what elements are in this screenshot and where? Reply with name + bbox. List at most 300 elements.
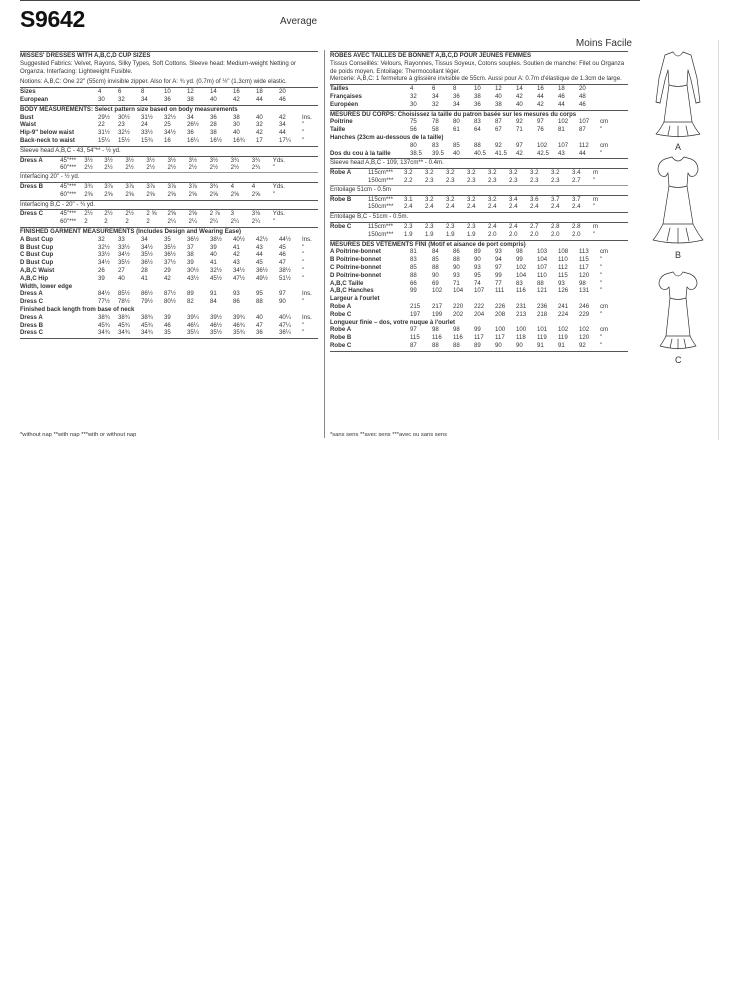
fr-robe-a-table [330, 169, 628, 185]
table-cell: 39 [98, 274, 105, 282]
table-cell: 120 [579, 334, 590, 342]
table-cell: 99 [516, 256, 523, 264]
table-cell: 2½ [84, 164, 93, 172]
table-cell: 108 [558, 248, 569, 256]
table-cell: 116 [432, 334, 442, 342]
table-cell: 2.4 [509, 222, 518, 230]
en-dress-a-table [20, 157, 318, 173]
table-cell: 2 [125, 218, 129, 226]
table-cell: 98 [516, 248, 523, 256]
table-cell: 35 [164, 329, 171, 337]
table-cell: 218 [537, 310, 548, 318]
table-cell: 24 [141, 121, 148, 129]
table-row [20, 157, 318, 165]
table-cell: 3.6 [530, 195, 539, 203]
table-cell: 45¾ [98, 321, 110, 329]
table-cell: " [600, 271, 603, 279]
table-cell: 83 [410, 256, 417, 264]
table-cell: 26½ [187, 121, 199, 129]
table-cell: 36 [256, 329, 263, 337]
table-cell: 30½ [187, 266, 199, 274]
table-cell: 3.2 [467, 195, 476, 203]
fr-footnote: *sans sens **avec sens ***avec ou sans sens [330, 432, 447, 438]
table-cell: 30½ [118, 113, 130, 121]
table-cell: 3½ [125, 156, 134, 164]
table-cell: 95 [474, 271, 481, 279]
view-b-label: B [675, 250, 682, 260]
table-cell: 32½ [164, 113, 176, 121]
table-cell: 38.5 [410, 149, 422, 157]
table-cell: 2½ [104, 210, 113, 218]
table-cell: 4 [410, 85, 414, 93]
table-cell: 46 [579, 100, 586, 108]
table-cell: 37 [187, 243, 194, 251]
table-cell: 60"*** [60, 190, 77, 198]
table-cell: 2.8 [551, 222, 560, 230]
table-cell: 34 [432, 92, 439, 100]
table-cell: 2⅝ [188, 190, 197, 198]
table-cell: 115 [410, 334, 420, 342]
table-cell: 33 [118, 235, 125, 243]
table-cell: 92 [495, 141, 502, 149]
table-cell: 3⅞ [146, 182, 155, 190]
table-cell: 93 [474, 263, 481, 271]
table-cell: 46¾ [233, 321, 245, 329]
fr-robe-c-table [330, 223, 628, 239]
table-cell: 36¼ [279, 329, 291, 337]
table-row [20, 210, 318, 218]
table-cell: 71 [516, 126, 523, 134]
table-cell: 3⅞ [167, 182, 176, 190]
table-cell: 43 [256, 243, 263, 251]
table-cell: 60"*** [60, 164, 77, 172]
table-cell: 34¾ [141, 329, 153, 337]
table-cell: 38 [187, 95, 194, 103]
table-cell: Ins. [302, 313, 312, 321]
table-cell: 39½ [210, 313, 222, 321]
table-cell: 226 [495, 302, 506, 310]
table-cell: 48 [579, 92, 586, 100]
row-label [330, 177, 368, 185]
table-cell: " [600, 310, 603, 318]
table-cell: 39.5 [432, 149, 444, 157]
table-cell: 99 [410, 287, 417, 295]
table-row [330, 311, 628, 319]
table-cell: 2½ [209, 164, 219, 172]
table-cell: 3½ [167, 156, 176, 164]
en-sizes-table [20, 88, 318, 104]
table-cell: 115 [558, 271, 568, 279]
table-cell: 3.2 [467, 169, 476, 177]
table-cell: m [593, 195, 599, 203]
table-cell: 213 [516, 310, 527, 318]
table-row [20, 329, 318, 337]
table-cell: " [302, 129, 305, 137]
table-row [330, 169, 628, 177]
table-cell: 2¾ [251, 164, 261, 172]
table-cell: 3.2 [425, 169, 434, 177]
table-cell: 2.3 [488, 176, 497, 184]
table-cell: 44 [579, 149, 586, 157]
table-cell: 104 [537, 256, 548, 264]
view-c-label: C [675, 355, 682, 365]
table-cell: " [600, 126, 603, 134]
en-dress-c-table [20, 210, 318, 226]
table-cell: " [600, 279, 603, 287]
row-label [20, 191, 60, 199]
table-cell: 3 [230, 210, 235, 218]
table-cell: 131 [579, 287, 590, 295]
table-cell: 34¾ [118, 329, 130, 337]
table-cell: 2 [104, 218, 108, 226]
row-label: A Bust Cup [20, 235, 53, 243]
table-cell: 2½ [104, 164, 113, 172]
fr-finished-table [330, 248, 628, 295]
table-cell: 88 [432, 263, 439, 271]
table-cell: 34½ [141, 243, 153, 251]
table-cell: 113 [579, 248, 589, 256]
table-cell: cm [600, 248, 609, 256]
table-cell: 32½ [210, 266, 222, 274]
table-cell: 107 [474, 287, 485, 295]
table-cell: 39¾ [233, 313, 245, 321]
table-cell: 43 [558, 149, 565, 157]
en-body-title: BODY MEASUREMENTS: Select pattern size based on body measurements [20, 105, 238, 113]
row-label [330, 142, 410, 150]
table-cell: 38¾ [141, 313, 153, 321]
table-cell: 40 [233, 129, 240, 137]
table-cell: 93 [495, 248, 502, 256]
table-cell: " [302, 243, 305, 251]
table-cell: 45½ [210, 274, 222, 282]
table-cell: 45¾ [141, 321, 153, 329]
table-row [330, 93, 628, 101]
fr-entoilage-bc: Entoilage B,C - 51cm - 0.5m. [330, 213, 409, 221]
table-cell: 41 [210, 259, 217, 267]
table-row [20, 137, 318, 145]
table-cell: 84½ [98, 290, 110, 298]
table-cell: 33½ [141, 129, 153, 137]
table-cell: 47¼ [279, 321, 291, 329]
table-cell: 97 [410, 326, 417, 334]
table-row [20, 244, 318, 252]
table-cell: 39 [187, 259, 194, 267]
table-cell: 2½ [146, 164, 155, 172]
table-cell: 32 [410, 92, 417, 100]
table-row [330, 272, 628, 280]
table-cell: 46 [279, 95, 286, 103]
table-cell: 3½ [84, 156, 93, 164]
table-cell: 97 [516, 141, 523, 149]
table-cell: 30 [410, 100, 417, 108]
table-row [20, 183, 318, 191]
row-label: European [20, 95, 49, 103]
row-label: Robe A [330, 169, 352, 177]
table-cell: 45"*** [60, 182, 77, 190]
row-label: A,B,C Hip [20, 274, 49, 282]
table-cell: 103 [537, 248, 548, 256]
table-cell: 34 [141, 235, 148, 243]
table-cell: 3¾ [209, 182, 219, 190]
table-cell: 2⅝ [125, 190, 134, 198]
table-cell: 102 [432, 287, 443, 295]
table-row [330, 256, 628, 264]
table-cell: 87 [410, 341, 417, 349]
table-cell: 34 [453, 100, 460, 108]
table-row [20, 259, 318, 267]
table-cell: 86 [453, 248, 460, 256]
table-cell: 2½ [230, 164, 240, 172]
table-cell: " [600, 334, 603, 342]
table-cell: 44 [256, 251, 263, 259]
table-cell: 6 [432, 85, 436, 93]
en-footnote: *without nap **with nap ***with or without nap [20, 432, 137, 438]
table-cell: 58 [432, 126, 439, 134]
table-cell: 16 [233, 88, 240, 96]
table-cell: 2.2 [404, 176, 413, 184]
table-cell: 120 [579, 271, 590, 279]
table-cell: 2⅝ [167, 210, 176, 218]
table-cell: 46 [558, 92, 565, 100]
table-cell: " [593, 230, 596, 238]
table-cell: 2.3 [467, 176, 476, 184]
table-cell: 49½ [256, 274, 268, 282]
table-cell: 46¼ [187, 321, 199, 329]
row-label: Hip-9" below waist [20, 129, 75, 137]
table-cell: 117 [579, 263, 589, 271]
table-cell [600, 101, 628, 109]
en-dress-b-table [20, 183, 318, 199]
table-row [330, 142, 628, 150]
table-cell: 36 [187, 129, 194, 137]
row-label: Waist [20, 121, 37, 129]
table-cell: 80½ [164, 298, 176, 306]
row-label: B Bust Cup [20, 243, 54, 251]
table-cell: 16¼ [187, 136, 199, 144]
table-cell: 101 [537, 326, 548, 334]
table-cell: 2¼ [209, 218, 219, 226]
table-cell: 87½ [164, 290, 176, 298]
english-column [20, 50, 318, 440]
table-row [330, 101, 628, 109]
table-cell: cm [600, 141, 609, 149]
table-row [20, 322, 318, 330]
table-cell: 42 [164, 274, 171, 282]
table-cell: 16 [164, 136, 171, 144]
table-cell: 93 [233, 290, 240, 298]
table-cell: 27 [118, 266, 125, 274]
table-cell: 2.3 [425, 222, 434, 230]
en-back-title: Finished back length from base of neck [20, 305, 135, 313]
row-label: Dress C [20, 298, 44, 306]
table-cell: 88 [453, 341, 460, 349]
table-cell: 42 [516, 149, 523, 157]
table-cell: 3.2 [488, 169, 497, 177]
table-cell: 36 [474, 100, 481, 108]
row-label: Dos du cou à la taille [330, 149, 391, 157]
table-cell: 36 [210, 113, 217, 121]
table-cell: 38½ [210, 235, 222, 243]
table-cell: 2¼ [230, 218, 240, 226]
fr-fabrics: Tissus Conseillés: Velours, Rayonnes, Tissus Soyeux, Cotons souples. Soutien de manche: Filet ou Organza de poids moyen. Entoilage: Thermocollant léger. [330, 59, 625, 75]
table-cell: 111 [495, 287, 505, 295]
table-cell: 2.7 [572, 176, 581, 184]
table-cell: 2⅝ [84, 190, 93, 198]
table-cell: 86½ [141, 290, 153, 298]
table-cell: 41.5 [495, 149, 507, 157]
table-cell: 116 [453, 334, 463, 342]
table-cell: 112 [558, 263, 568, 271]
table-row [20, 164, 318, 172]
table-cell: 217 [432, 302, 443, 310]
table-cell: 208 [495, 310, 506, 318]
table-row [330, 126, 628, 134]
table-row [330, 150, 628, 158]
table-cell: 35¼ [187, 329, 199, 337]
table-row [20, 218, 318, 226]
table-cell: 117 [474, 334, 484, 342]
table-cell: 90 [474, 256, 481, 264]
table-cell: 83 [516, 279, 523, 287]
table-cell: 42 [233, 95, 240, 103]
en-width-table [20, 290, 318, 306]
en-fabrics: Suggested Fabrics: Velvet, Rayons, Silky Types, Soft Cottons. Sleeve head: Medium-weight Netting or Organza. Interfacing: Lightweight Fusible. [20, 59, 296, 75]
table-cell: 2⅝ [230, 190, 240, 198]
fr-entoilage-a: Entoilage 51cm - 0.5m [330, 185, 391, 193]
table-row [20, 298, 318, 306]
table-cell: cm [600, 326, 609, 334]
table-cell: 119 [537, 334, 547, 342]
table-cell: 22 [98, 121, 105, 129]
table-cell: 12 [187, 88, 194, 96]
table-cell: 29 [164, 266, 171, 274]
table-cell: 64 [474, 126, 481, 134]
table-cell: 150cm*** [368, 203, 394, 211]
table-cell: 86 [233, 298, 240, 306]
row-label: A,B,C Hanches [330, 287, 374, 295]
table-cell: 102 [537, 141, 548, 149]
en-finished-title: FINISHED GARMENT MEASUREMENTS (Includes Design and Wearing Ease) [20, 227, 241, 235]
table-cell: 16¾ [233, 136, 245, 144]
table-cell: " [600, 149, 603, 157]
row-label: Dress C [20, 329, 44, 337]
row-label: A Poitrine-bonnet [330, 248, 381, 256]
table-cell: 20 [279, 88, 286, 96]
table-cell: 83 [474, 118, 481, 126]
table-cell: 40 [256, 313, 263, 321]
table-cell: 80 [410, 141, 417, 149]
row-label: Poitrine [330, 118, 353, 126]
pattern-header [20, 6, 642, 49]
table-cell: 77½ [98, 298, 110, 306]
row-label: D Bust Cup [20, 259, 54, 267]
table-cell: 40 [210, 251, 217, 259]
table-cell: 39¼ [187, 313, 199, 321]
table-cell: 40 [256, 113, 263, 121]
table-cell: 3.2 [404, 169, 413, 177]
table-cell: 3.2 [488, 195, 497, 203]
table-cell: 97 [279, 290, 286, 298]
table-row [330, 196, 628, 204]
table-cell: 2¼ [251, 218, 261, 226]
table-cell: 69 [432, 279, 439, 287]
table-cell: 104 [453, 287, 464, 295]
table-cell: 26 [98, 266, 105, 274]
fr-body-table [330, 118, 628, 134]
row-label: Robe B [330, 334, 352, 342]
table-cell: 36½ [164, 251, 176, 259]
table-cell: 39 [210, 243, 217, 251]
table-cell: 3.7 [551, 195, 560, 203]
table-cell: 2.3 [425, 176, 434, 184]
table-cell: 39 [164, 313, 171, 321]
table-cell: " [600, 341, 603, 349]
fr-width-title: Largeur à l'ourlet [330, 295, 380, 303]
table-cell: 91 [537, 341, 544, 349]
table-cell: 79½ [141, 298, 153, 306]
table-cell: 47 [279, 259, 286, 267]
table-cell: 199 [432, 310, 443, 318]
table-cell: 2.3 [446, 222, 455, 230]
table-cell: 1.9 [446, 230, 455, 238]
table-cell: 17 [256, 136, 263, 144]
row-label: Robe C [330, 341, 352, 349]
table-cell: 85 [432, 256, 439, 264]
table-cell: 90 [279, 298, 286, 306]
table-cell: 15½ [118, 136, 130, 144]
table-row [330, 223, 628, 231]
table-cell: 119 [558, 334, 568, 342]
table-cell: 94 [495, 256, 502, 264]
table-cell: 38½ [279, 266, 291, 274]
table-cell: 34½ [164, 129, 176, 137]
fr-back-table [330, 326, 628, 349]
table-cell [302, 88, 318, 96]
table-cell: 110 [537, 271, 547, 279]
table-cell: 2.4 [572, 203, 581, 211]
table-cell: 90 [453, 263, 460, 271]
table-cell: 32 [98, 235, 105, 243]
en-back-table [20, 314, 318, 337]
table-cell: Ins. [302, 290, 312, 298]
table-cell: " [593, 176, 596, 184]
table-cell: 46½ [210, 321, 222, 329]
row-label: Dress A [20, 313, 43, 321]
table-cell: 115 [579, 256, 589, 264]
table-cell: 42 [233, 251, 240, 259]
row-label: B Poitrine-bonnet [330, 256, 382, 264]
table-cell: 2.3 [509, 176, 518, 184]
table-cell: 2.0 [488, 230, 497, 238]
table-cell: 10 [164, 88, 171, 96]
table-cell: 89 [187, 290, 194, 298]
fr-sleeve-head: Sleeve head A,B,C - 109, 137cm** - 0.4m. [330, 159, 444, 167]
en-title: MISSES' DRESSES WITH A,B,C,D CUP SIZES [20, 52, 151, 59]
row-label: C Bust Cup [20, 251, 54, 259]
table-cell: 115cm*** [368, 195, 393, 203]
row-label: Européen [330, 100, 359, 108]
table-cell: 16 [537, 85, 544, 93]
table-cell: 2.8 [572, 222, 581, 230]
table-cell: Ins. [302, 235, 312, 243]
view-a-dress-drawing [656, 52, 700, 137]
view-drawings [640, 40, 720, 370]
table-cell: 46 [279, 251, 286, 259]
fr-width-table [330, 303, 628, 319]
table-cell: 40 [453, 149, 460, 157]
table-cell: " [600, 287, 603, 295]
table-cell: 81 [410, 248, 417, 256]
